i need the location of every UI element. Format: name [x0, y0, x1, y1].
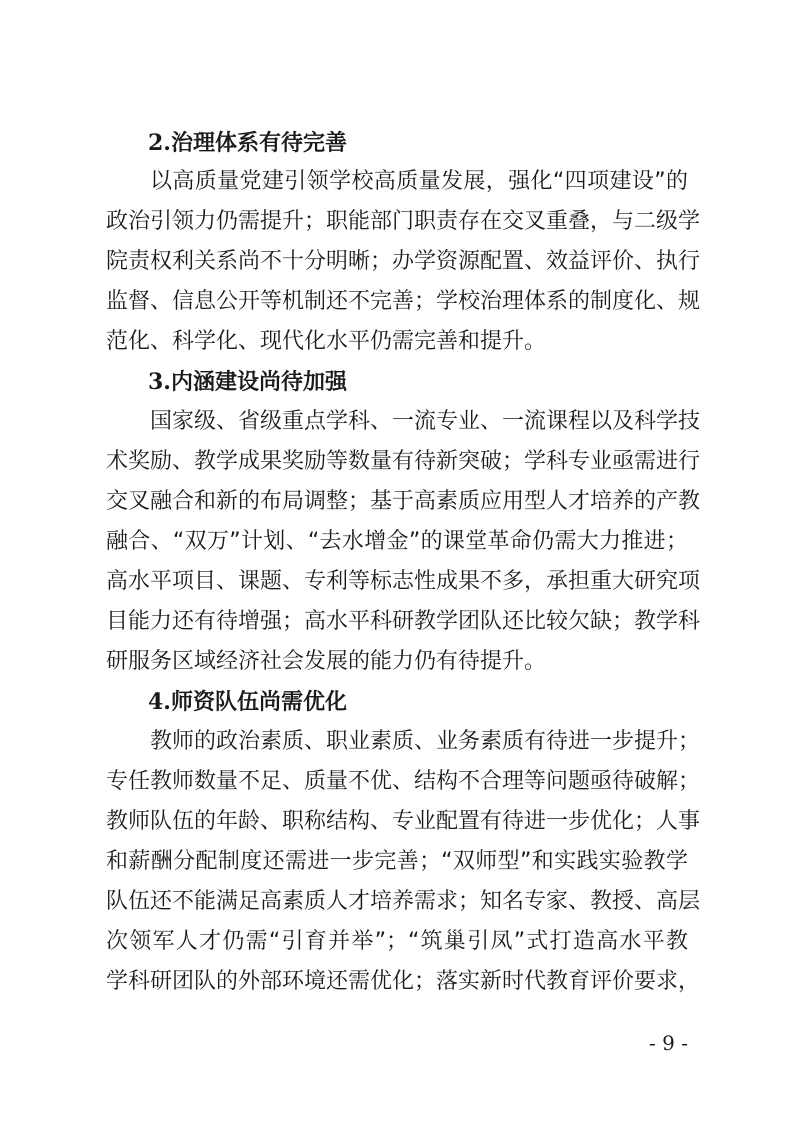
paragraph-line: 和薪酬分配制度还需进一步完善；“双师型”和实践实验教学 [106, 849, 688, 874]
paragraph-line: 范化、科学化、现代化水平仍需完善和提升。 [106, 329, 547, 354]
paragraph-line: 教师队伍的年龄、职称结构、专业配置有待进一步优化；人事 [106, 809, 701, 834]
paragraph-line: 融合、“双万”计划、“去水增金”的课堂革命仍需大力推进； [106, 529, 688, 554]
paragraph-line: 监督、信息公开等机制还不完善；学校治理体系的制度化、规 [106, 289, 701, 314]
paragraph-line: 队伍还不能满足高素质人才培养需求；知名专家、教授、高层 [106, 889, 701, 914]
section-heading-connotation: 3.内涵建设尚待加强 [148, 369, 347, 395]
paragraph-line: 国家级、省级重点学科、一流专业、一流课程以及科学技 [150, 409, 701, 434]
paragraph-line: 教师的政治素质、职业素质、业务素质有待进一步提升； [150, 729, 701, 754]
section-heading-governance: 2.治理体系有待完善 [148, 130, 347, 156]
paragraph-line: 术奖励、教学成果奖励等数量有待新突破；学科专业亟需进行 [106, 449, 701, 474]
paragraph-line: 学科研团队的外部环境还需优化；落实新时代教育评价要求， [106, 969, 701, 994]
paragraph-line: 目能力还有待增强；高水平科研教学团队还比较欠缺；教学科 [106, 609, 701, 634]
paragraph-line: 交叉融合和新的布局调整；基于高素质应用型人才培养的产教 [106, 489, 701, 514]
paragraph-line: 研服务区域经济社会发展的能力仍有待提升。 [106, 649, 547, 674]
paragraph-line: 院责权利关系尚不十分明晰；办学资源配置、效益评价、执行 [106, 249, 701, 274]
page-number: - 9 - [649, 1031, 688, 1055]
paragraph-line: 政治引领力仍需提升；职能部门职责存在交叉重叠，与二级学 [106, 209, 701, 234]
paragraph-line: 次领军人才仍需“引育并举”；“筑巢引凤”式打造高水平教 [106, 929, 688, 954]
paragraph-line: 专任教师数量不足、质量不优、结构不合理等问题亟待破解； [106, 769, 701, 794]
section-heading-faculty: 4.师资队伍尚需优化 [148, 689, 347, 715]
paragraph-line: 以高质量党建引领学校高质量发展，强化“四项建设”的 [150, 169, 688, 194]
paragraph-line: 高水平项目、课题、专利等标志性成果不多，承担重大研究项 [106, 569, 701, 594]
